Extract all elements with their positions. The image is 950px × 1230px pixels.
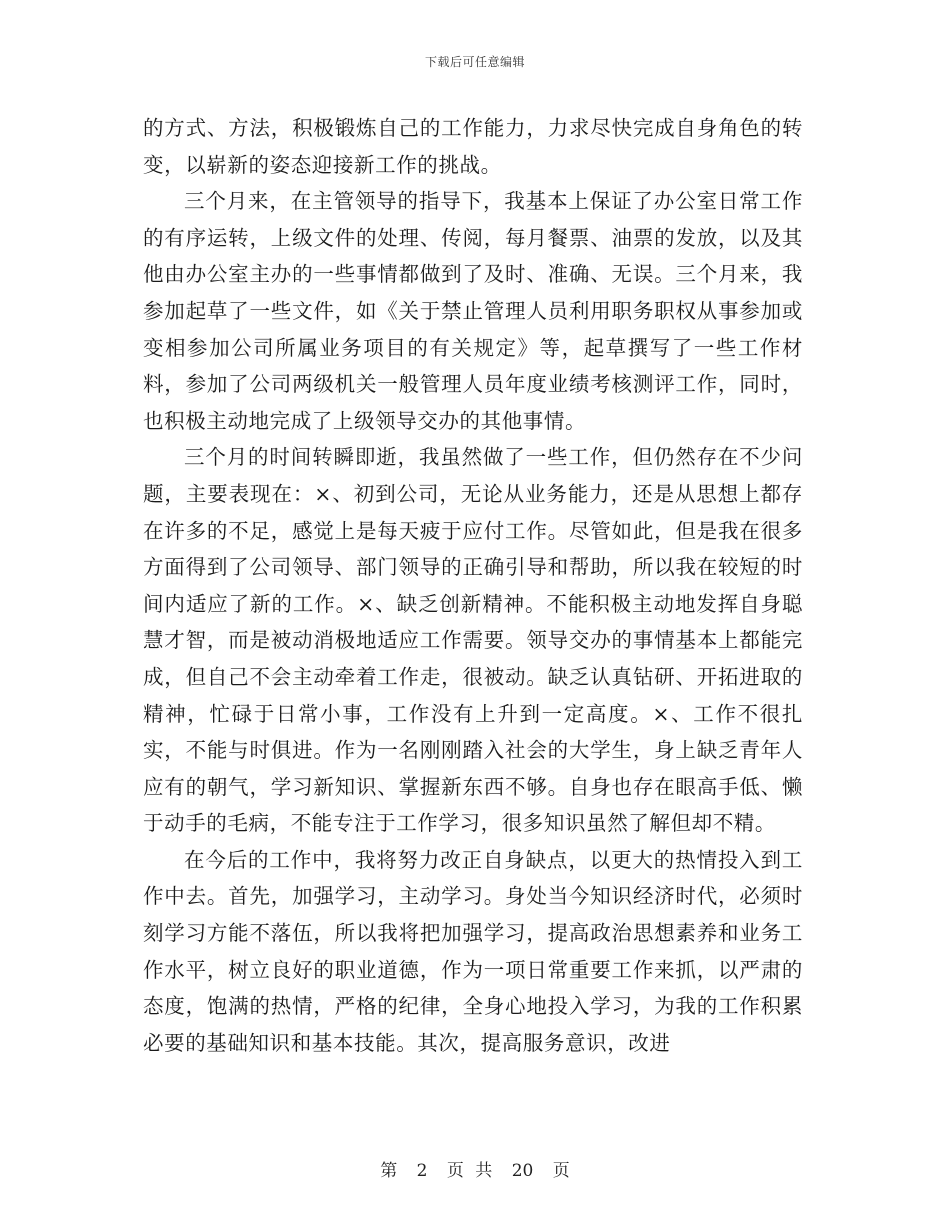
header-note: 下载后可任意编辑 — [424, 55, 525, 69]
paragraph-4: 在今后的工作中，我将努力改正自身缺点，以更大的热情投入到工作中去。首先，加强学习，主动学习。身处当今知识经济时代，必须时刻学习方能不落伍，所以我将把加强学习，提高政治思想素养和业务工作水平，树立良好的职业道德，作为一项日常重要工作来抓，以严肃的态度，饱满的热情，严格的纪律，全身心地投入学习，为我的工作积累必要的基础知识和基本技能。其次，提高服务意识，改进 — [143, 847, 803, 1055]
paragraph-3: 三个月的时间转瞬即逝，我虽然做了一些工作，但仍然存在不少问题，主要表现在：×、初到公司，无论从业务能力，还是从思想上都存在许多的不足，感觉上是每天疲于应付工作。尽管如此，但是我在很多方面得到了公司领导、部门领导的正确引导和帮助，所以我在较短的时间内适应了新的工作。×、缺乏创新精神。不能积极主动地发挥自身聪慧才智，而是被动消极地适应工作需要。领导交办的事情基本上都能完成，但自己不会主动牵着工作走，很被动。缺乏认真钻研、开拓进取的精神，忙碌于日常小事，工作没有上升到一定高度。×、工作不很扎实，不能与时俱进。作为一名刚刚踏入社会的大学生，身上缺乏青年人应有的朝气，学习新知识、掌握新东西不够。自身也存在眼高手低、懒于动手的毛病，不能专注于工作学习，很多知识虽然了解但却不精。 — [143, 445, 803, 836]
footer-middle: 页 共 — [446, 1161, 493, 1181]
footer-prefix: 第 — [380, 1161, 398, 1181]
footer-total-pages: 20 — [511, 1161, 534, 1181]
paragraph-2: 三个月来，在主管领导的指导下，我基本上保证了办公室日常工作的有序运转，上级文件的处理、传阅，每月餐票、油票的发放，以及其他由办公室主办的一些事情都做到了及时、准确、无误。三个月来，我参加起草了一些文件，如《关于禁止管理人员利用职务职权从事参加或变相参加公司所属业务项目的有关规定》等，起草撰写了一些工作材料，参加了公司两级机关一般管理人员年度业绩考核测评工作，同时，也积极主动地完成了上级领导交办的其他事情。 — [143, 189, 803, 433]
footer-suffix: 页 — [552, 1161, 570, 1181]
paragraph-1: 的方式、方法，积极锻炼自己的工作能力，力求尽快完成自身角色的转变，以崭新的姿态迎接新工作的挑战。 — [143, 116, 803, 177]
footer-current-page: 2 — [416, 1161, 428, 1181]
page-number-footer — [0, 1156, 950, 1181]
document-body — [143, 110, 803, 1061]
